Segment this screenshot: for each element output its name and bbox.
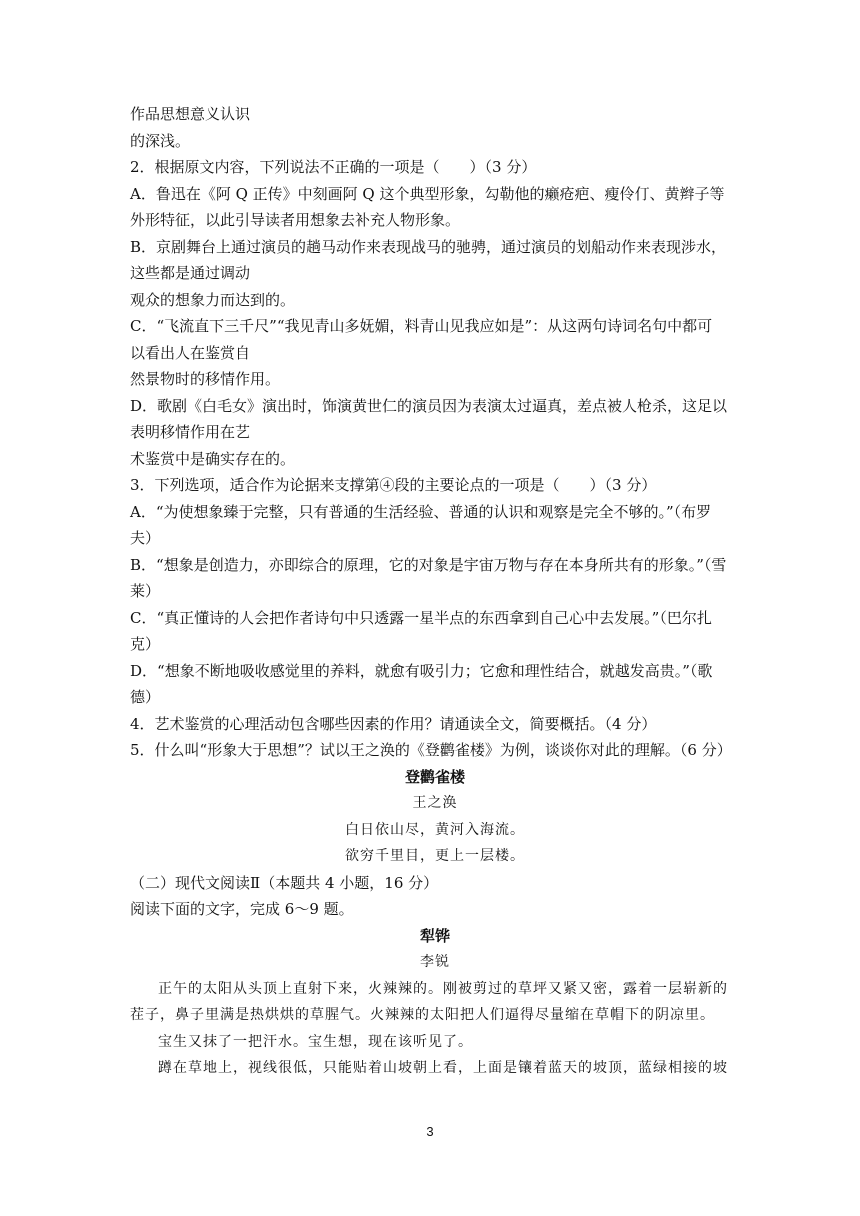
- text-line: 作品思想意义认识: [130, 105, 251, 123]
- poem-title: 登鹳雀楼: [404, 767, 465, 786]
- option-3b: B．“想象是创造力，亦即综合的原理，它的对象是宇宙万物与存在本身所共有的形象。”（雪: [130, 555, 727, 574]
- question-3: 3．下列选项，适合作为论据来支撑第④段的主要论点的一项是（ ）（3 分）: [130, 476, 657, 494]
- page-body: [130, 101, 740, 1082]
- option-2d-cont: 术鉴赏中是确实存在的。: [130, 449, 296, 468]
- option-2c-cont: 以看出人在鉴赏自: [130, 343, 251, 362]
- option-3a: A．“为使想象臻于完整，只有普通的生活经验、普通的认识和观察是完全不够的。”（布罗: [130, 502, 712, 521]
- text-line: 的深浅。: [130, 131, 191, 150]
- poem-line: 白日依山尽，黄河入海流。: [345, 821, 525, 838]
- option-2a-cont: 外形特征，以此引导读者用想象去补充人物形象。: [130, 211, 461, 229]
- question-4: 4．艺术鉴赏的心理活动包含哪些因素的作用？请通读全文，简要概括。（4 分）: [130, 714, 657, 733]
- story-paragraph-cont: 茬子，鼻子里满是热烘烘的草腥气。火辣辣的太阳把人们逼得尽量缩在草帽下的阴凉里。: [130, 1007, 715, 1023]
- option-2b-cont: 这些都是通过调动: [130, 264, 251, 282]
- option-3c: C．“真正懂诗的人会把作者诗句中只透露一星半点的东西拿到自己心中去发展。”（巴尔扎: [130, 608, 712, 627]
- poem-line: 欲穷千里目，更上一层楼。: [345, 848, 525, 864]
- option-3a-cont: 夫）: [130, 529, 161, 547]
- option-2b-cont: 观众的想象力而达到的。: [130, 290, 296, 309]
- question-2: 2．根据原文内容，下列说法不正确的一项是（ ）（3 分）: [130, 158, 537, 176]
- story-title: 犁铧: [419, 926, 450, 945]
- option-2d-cont: 表明移情作用在艺: [130, 423, 251, 441]
- story-paragraph: 正午的太阳从头顶上直射下来，火辣辣的。刚被剪过的草坪又紧又密，露着一层崭新的: [158, 980, 728, 997]
- story-author: 李锐: [420, 954, 450, 970]
- page-number: 3: [426, 1124, 434, 1139]
- option-3d: D．“想象不断地吸收感觉里的养料，就愈有吸引力；它愈和理性结合，就越发高贵。”（歌: [130, 661, 713, 680]
- section-instruction: 阅读下面的文字，完成 6～9 题。: [130, 900, 354, 918]
- option-2a: A．鲁迅在《阿 Q 正传》中刻画阿 Q 这个典型形象，勾勒他的癞疮疤、瘦伶仃、黄辫子等: [130, 184, 725, 203]
- option-3c-cont: 克）: [130, 635, 161, 653]
- option-3b-cont: 莱）: [130, 582, 161, 600]
- option-2c-cont: 然景物时的移情作用。: [130, 370, 281, 388]
- poem-author: 王之涣: [412, 795, 458, 811]
- story-paragraph: 宝生又抹了一把汗水。宝生想，现在该听见了。: [158, 1033, 473, 1050]
- story-paragraph: 蹲在草地上，视线很低，只能贴着山坡朝上看，上面是镶着蓝天的坡顶，蓝绿相接的坡: [158, 1060, 728, 1076]
- option-2c: C．“飞流直下三千尺”“我见青山多妩媚，料青山见我应如是”：从这两句诗词名句中都可: [130, 317, 713, 335]
- option-2d: D．歌剧《白毛女》演出时，饰演黄世仁的演员因为表演太过逼真，差点被人枪杀，这足以: [130, 396, 728, 415]
- option-2b: B．京剧舞台上通过演员的趟马动作来表现战马的驰骋，通过演员的划船动作来表现涉水，: [130, 237, 727, 256]
- section-heading: （二）现代文阅读Ⅱ（本题共 4 小题，16 分）: [130, 873, 439, 892]
- question-5: 5．什么叫“形象大于思想”？试以王之涣的《登鹳雀楼》为例，谈谈你对此的理解。（6 分）: [130, 741, 732, 759]
- option-3d-cont: 德）: [130, 688, 161, 706]
